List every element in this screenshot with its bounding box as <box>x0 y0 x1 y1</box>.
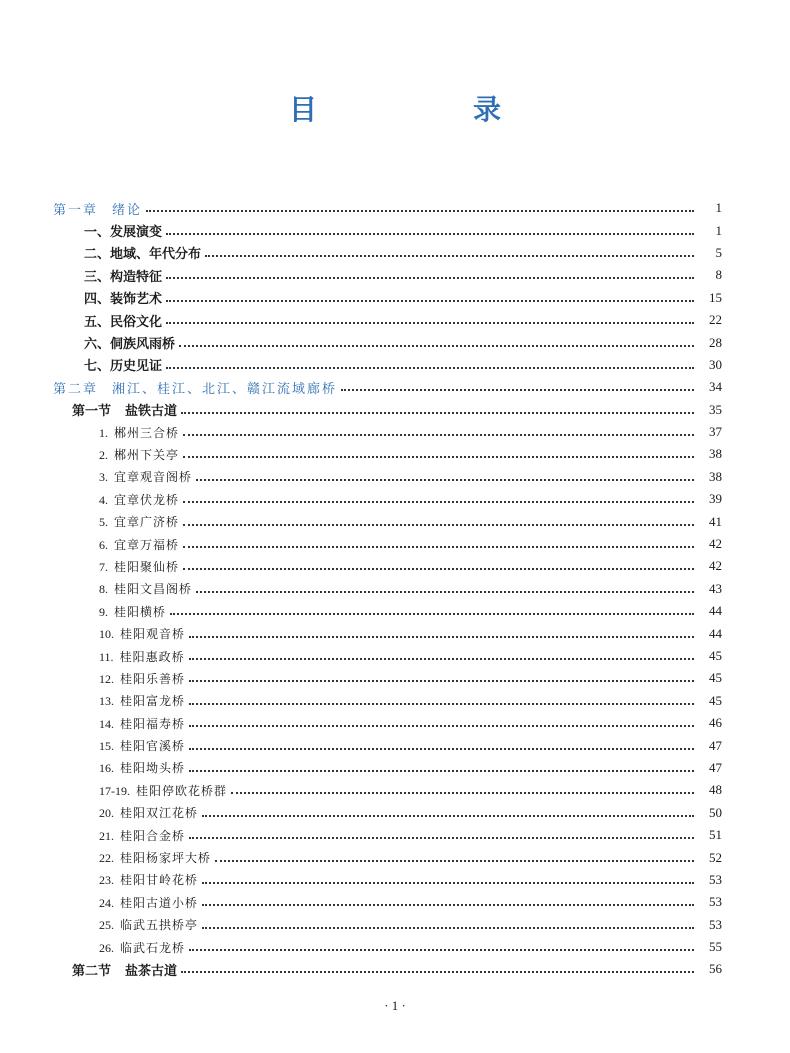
toc-page-number: 37 <box>709 424 722 440</box>
toc-entry-item[interactable] <box>0 667 790 689</box>
item-number: 4. <box>99 492 108 507</box>
item-number: 20. <box>99 806 114 821</box>
toc-entry-item[interactable] <box>0 533 790 555</box>
toc-page-number: 48 <box>709 782 722 798</box>
toc-page-number: 53 <box>709 894 722 910</box>
toc-page-number: 15 <box>709 289 722 305</box>
toc-page-number: 44 <box>709 625 722 641</box>
toc-entry-item[interactable] <box>0 600 790 622</box>
toc-entry-title <box>53 378 337 397</box>
item-number: 6. <box>99 537 108 552</box>
page-number: · 1 · <box>384 998 406 1013</box>
item-number: 11. <box>99 649 114 664</box>
toc-page-number: 43 <box>709 580 722 596</box>
item-title: 临武石龙桥 <box>120 940 186 955</box>
dot-leader <box>205 255 694 257</box>
toc-page-number: 56 <box>709 961 722 977</box>
item-title: 桂阳合金桥 <box>120 828 186 843</box>
toc-entry-item[interactable] <box>0 645 790 667</box>
toc-entry-item[interactable] <box>0 488 790 510</box>
toc-page-number: 41 <box>709 513 722 529</box>
item-title: 宜章观音阁桥 <box>114 470 193 485</box>
item-number: 22. <box>99 851 114 866</box>
toc-entry-title <box>99 424 179 441</box>
item-number: 9. <box>99 604 108 619</box>
dot-leader <box>189 636 694 638</box>
item-number: 7. <box>99 559 108 574</box>
dot-leader <box>231 792 694 794</box>
item-title: 桂阳官溪桥 <box>120 739 186 754</box>
toc-entry-item[interactable] <box>0 421 790 443</box>
toc-page-number: 42 <box>709 558 722 574</box>
item-title: 宜章万福桥 <box>114 537 180 552</box>
toc-entry-title: 一、发展演变 <box>84 225 163 241</box>
dot-leader <box>183 546 694 548</box>
toc-entry-title <box>72 400 177 419</box>
toc-page-number: 38 <box>709 468 722 484</box>
toc-entry-item[interactable] <box>0 622 790 644</box>
toc-page-number: 1 <box>715 222 722 238</box>
toc-entry-title <box>99 939 185 956</box>
toc-entry-title: 六、侗族风雨桥 <box>84 337 176 353</box>
toc-page-number: 53 <box>709 871 722 887</box>
toc-page-number: 8 <box>715 267 722 283</box>
toc-entry-item[interactable] <box>0 757 790 779</box>
toc-page-number: 50 <box>709 804 722 820</box>
item-number: 16. <box>99 761 114 776</box>
toc-page-number: 35 <box>709 401 722 417</box>
dot-leader <box>189 703 694 705</box>
toc-entry-title <box>99 782 227 799</box>
toc-entry-item[interactable] <box>0 466 790 488</box>
toc-entry-item[interactable] <box>0 443 790 465</box>
toc-entry-title <box>99 670 185 687</box>
dot-leader <box>202 904 694 906</box>
toc-page-number: 42 <box>709 536 722 552</box>
dot-leader <box>183 524 694 526</box>
item-title: 桂阳停欧花桥群 <box>136 783 228 798</box>
toc-entry-item[interactable] <box>0 690 790 712</box>
toc-entry-item[interactable] <box>0 712 790 734</box>
dot-leader <box>183 434 694 436</box>
dot-leader <box>183 568 694 570</box>
dot-leader <box>202 815 694 817</box>
section-title: 盐铁古道 <box>125 404 178 420</box>
toc-entry-item[interactable] <box>0 510 790 532</box>
toc-page-number: 45 <box>709 692 722 708</box>
toc-entry-item[interactable] <box>0 802 790 824</box>
toc-entry-title: 四、装饰艺术 <box>84 292 163 308</box>
dot-leader <box>181 971 694 973</box>
dot-leader <box>181 412 694 414</box>
dot-leader <box>189 770 694 772</box>
section-number: 第一节 <box>72 404 112 420</box>
item-title: 桂阳横桥 <box>114 604 167 619</box>
dot-leader <box>189 748 694 750</box>
toc-entry-title <box>99 827 185 844</box>
dot-leader <box>166 322 694 324</box>
toc-entry-title <box>72 960 177 979</box>
item-title: 桂阳富龙桥 <box>120 694 186 709</box>
toc-page-number: 34 <box>709 379 722 395</box>
toc-entry-item[interactable] <box>0 891 790 913</box>
toc-entry-title: 二、地域、年代分布 <box>84 247 202 263</box>
toc-entry-title <box>99 692 185 709</box>
toc-entry-item[interactable] <box>0 846 790 868</box>
dot-leader <box>166 277 694 279</box>
dot-leader <box>170 613 694 615</box>
toc-entry-title <box>99 491 179 508</box>
toc-page-number: 51 <box>709 827 722 843</box>
item-number: 23. <box>99 873 114 888</box>
toc-entry-title <box>99 536 179 553</box>
dot-leader <box>341 389 694 391</box>
toc-entry-section[interactable] <box>0 354 790 376</box>
item-number: 1. <box>99 425 108 440</box>
toc-page-number: 45 <box>709 670 722 686</box>
toc-entry-title <box>99 625 185 642</box>
toc-entry-section[interactable] <box>0 264 790 286</box>
toc-entry-section[interactable] <box>0 309 790 331</box>
dot-leader <box>183 456 694 458</box>
table-of-contents <box>0 197 790 981</box>
item-number: 13. <box>99 694 114 709</box>
chapter-title: 湘江、桂江、北江、赣江流域廊桥 <box>112 381 338 397</box>
dot-leader <box>215 860 694 862</box>
item-title: 桂阳古道小桥 <box>120 895 199 910</box>
toc-entry-title: 五、民俗文化 <box>84 314 163 330</box>
item-number: 24. <box>99 895 114 910</box>
item-title: 桂阳聚仙桥 <box>114 559 180 574</box>
toc-page-number: 45 <box>709 648 722 663</box>
item-title: 郴州下关亭 <box>114 447 180 462</box>
toc-page-number: 46 <box>709 715 722 731</box>
dot-leader <box>166 367 694 369</box>
toc-entry-item[interactable] <box>0 936 790 958</box>
toc-entry-chapter[interactable] <box>0 197 790 219</box>
toc-entry-title <box>99 558 179 575</box>
toc-entry-title <box>99 603 166 620</box>
toc-page-number: 55 <box>709 939 722 955</box>
toc-entry-subsection[interactable] <box>0 958 790 980</box>
item-number: 21. <box>99 828 114 843</box>
toc-entry-item[interactable] <box>0 779 790 801</box>
toc-page-number: 1 <box>715 200 722 216</box>
toc-entry-item[interactable] <box>0 869 790 891</box>
toc-entry-title <box>99 894 198 911</box>
item-title: 宜章广济桥 <box>114 515 180 530</box>
toc-page-number: 5 <box>715 244 722 260</box>
toc-page-number: 39 <box>709 491 722 507</box>
toc-entry-title <box>99 849 211 866</box>
dot-leader <box>189 658 694 660</box>
item-title: 桂阳文昌阁桥 <box>114 582 193 597</box>
toc-entry-item[interactable] <box>0 734 790 756</box>
toc-page-number: 28 <box>709 334 722 350</box>
item-number: 2. <box>99 447 108 462</box>
toc-entry-title <box>99 804 198 821</box>
section-number: 第二节 <box>72 963 112 979</box>
item-number: 17-19. <box>99 783 130 798</box>
toc-entry-section[interactable] <box>0 242 790 264</box>
dot-leader <box>189 680 694 682</box>
toc-entry-item[interactable] <box>0 578 790 600</box>
chapter-number: 第二章 <box>53 381 99 397</box>
section-title: 盐茶古道 <box>125 963 178 979</box>
dot-leader <box>179 345 694 347</box>
dot-leader <box>189 837 694 839</box>
toc-page-number: 44 <box>709 603 722 619</box>
item-number: 25. <box>99 918 114 933</box>
item-title: 桂阳福寿桥 <box>120 716 186 731</box>
toc-page-number: 22 <box>709 312 722 328</box>
item-number: 3. <box>99 470 108 485</box>
toc-entry-title <box>99 468 192 485</box>
toc-entry-item[interactable] <box>0 555 790 577</box>
item-number: 12. <box>99 671 114 686</box>
dot-leader <box>202 882 694 884</box>
dot-leader <box>202 927 694 929</box>
toc-entry-title: 三、构造特征 <box>84 269 163 285</box>
item-title: 桂阳乐善桥 <box>120 671 186 686</box>
toc-entry-chapter[interactable] <box>0 376 790 398</box>
toc-entry-title <box>99 916 198 933</box>
dot-leader <box>146 210 694 212</box>
toc-entry-title <box>99 446 179 463</box>
dot-leader <box>196 591 694 593</box>
dot-leader <box>166 233 694 235</box>
item-title: 桂阳双江花桥 <box>120 806 199 821</box>
toc-entry-section[interactable] <box>0 219 790 241</box>
toc-entry-title <box>99 759 185 776</box>
dot-leader <box>196 479 694 481</box>
dot-leader <box>189 725 694 727</box>
toc-page-number: 47 <box>709 759 722 775</box>
item-number: 8. <box>99 582 108 597</box>
toc-page-number: 38 <box>709 446 722 462</box>
toc-entry-title <box>99 580 192 597</box>
toc-entry-title <box>53 199 142 218</box>
item-title: 桂阳观音桥 <box>120 627 186 642</box>
toc-entry-title <box>99 648 185 665</box>
toc-entry-title: 七、历史见证 <box>84 359 163 375</box>
item-number: 10. <box>99 627 114 642</box>
toc-page-number: 52 <box>709 849 722 865</box>
page-title: 目 录 <box>288 93 565 126</box>
item-title: 桂阳甘岭花桥 <box>120 873 199 888</box>
toc-entry-section[interactable] <box>0 287 790 309</box>
dot-leader <box>183 501 694 503</box>
dot-leader <box>189 949 694 951</box>
item-number: 26. <box>99 940 114 955</box>
chapter-title: 绪论 <box>112 202 143 218</box>
toc-entry-title <box>99 871 198 888</box>
toc-entry-item[interactable] <box>0 914 790 936</box>
dot-leader <box>166 300 694 302</box>
item-number: 5. <box>99 515 108 530</box>
item-title: 桂阳杨家坪大桥 <box>120 851 212 866</box>
item-title: 郴州三合桥 <box>114 425 180 440</box>
toc-entry-title <box>99 513 179 530</box>
item-number: 14. <box>99 716 114 731</box>
toc-page-number: 30 <box>709 356 722 372</box>
toc-entry-item[interactable] <box>0 824 790 846</box>
toc-entry-title <box>99 737 185 754</box>
toc-entry-title <box>99 715 185 732</box>
item-title: 桂阳惠政桥 <box>119 649 185 664</box>
item-number: 15. <box>99 739 114 754</box>
item-title: 桂阳坳头桥 <box>120 761 186 776</box>
toc-entry-subsection[interactable] <box>0 399 790 421</box>
item-title: 临武五拱桥亭 <box>120 918 199 933</box>
toc-entry-section[interactable] <box>0 331 790 353</box>
toc-page-number: 53 <box>709 916 722 932</box>
toc-page-number: 47 <box>709 737 722 753</box>
item-title: 宜章伏龙桥 <box>114 492 180 507</box>
chapter-number: 第一章 <box>53 202 99 218</box>
